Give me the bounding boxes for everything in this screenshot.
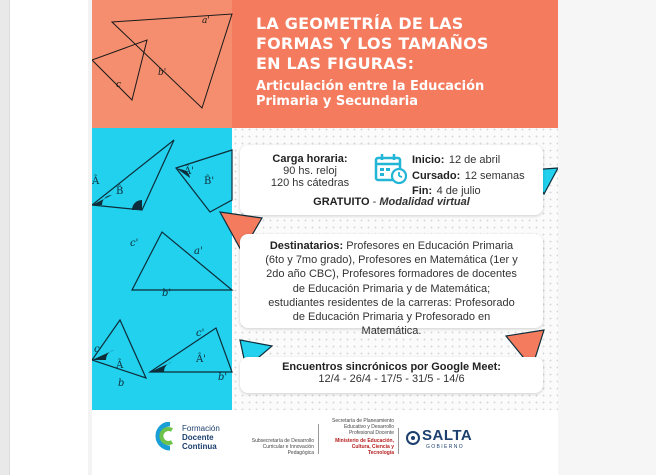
cursado-value: 12 semanas <box>464 169 525 182</box>
scroll-edge <box>0 0 10 475</box>
angle-mark-5 <box>150 362 172 372</box>
title-line-1: LA GEOMETRÍA DE LAS <box>256 14 464 33</box>
title-line-3: EN LAS FIGURAS: <box>256 54 415 73</box>
title-line-2: FORMAS Y LOS TAMAÑOS <box>256 34 489 53</box>
fdc-line-1: Formación <box>182 424 220 433</box>
label-A-hat: Â <box>92 176 100 187</box>
subtitle-line-1: Articulación entre la Educación <box>256 79 485 94</box>
footer-divider-2 <box>398 428 399 454</box>
cyan-triangle-3 <box>132 232 232 290</box>
modalidad-dash: - <box>369 196 380 208</box>
inicio-value: 12 de abril <box>448 154 501 166</box>
destinatarios-line-4: de Educación Primaria y de Matemática; <box>292 282 491 295</box>
label-B-hat: B̂ <box>116 186 124 197</box>
label-a-prime: a' <box>194 246 203 257</box>
encuentros-label: Encuentros sincrónicos por Google Meet: <box>282 361 501 373</box>
label-c-top: c <box>116 80 122 90</box>
label-A-hat-lower: Â <box>116 360 124 371</box>
right-margin <box>558 0 656 475</box>
cyan-triangle-1 <box>92 140 174 210</box>
ministerio-text: Ministerio de Educación, Cultura, Ciencia y Tecnología <box>335 438 394 456</box>
label-b-prime: b' <box>162 288 172 299</box>
fin-label: Fin: <box>412 185 433 197</box>
encuentros-card <box>240 357 543 393</box>
label-A-hat-prime-lower: Â' <box>196 354 206 365</box>
salta-wordmark: SALTA <box>422 427 473 444</box>
label-c-prime-lower: c' <box>196 328 205 339</box>
left-margin <box>0 0 88 475</box>
fdc-line-2: Docente <box>182 433 214 442</box>
secretaria-text: Secretaría de Planeamiento Educativo y Desarrollo Profesional Docente <box>332 418 394 436</box>
footer-divider-1 <box>318 424 319 454</box>
salta-shield-icon <box>406 430 420 446</box>
label-b-lower: b <box>118 378 125 389</box>
footer-logos <box>92 410 558 475</box>
destinatarios-line-7: Matemática. <box>361 325 422 338</box>
angle-mark-2 <box>132 200 142 210</box>
orange-triangle-large <box>112 14 232 108</box>
destinatarios-line-3: 2do año CBC), Profesores formadores de docentes <box>266 268 517 281</box>
label-a-prime-top: a' <box>202 16 210 26</box>
calendar-icon <box>374 153 408 185</box>
fdc-line-3: Continua <box>182 442 217 451</box>
label-c-lower: c <box>94 344 100 355</box>
inicio-label: Inicio: <box>412 154 445 166</box>
fdc-logo-icon <box>152 422 178 452</box>
destinatarios-label: Destinatarios: <box>269 240 344 252</box>
carga-catedras: 120 hs cátedras <box>270 177 350 189</box>
carga-horaria-label: Carga horaria: <box>272 153 348 165</box>
label-B-hat-prime: B̂' <box>204 176 215 187</box>
orange-triangle-small <box>92 40 147 100</box>
subtitle-line-2: Primaria y Secundaria <box>256 94 418 109</box>
gratuito-label: GRATUITO <box>313 196 370 208</box>
destinatarios-line-5: estudiantes residentes de la carreras: Profesorado <box>268 296 515 309</box>
cyan-triangle-5 <box>150 328 232 372</box>
label-b-prime-lower: b' <box>218 372 228 383</box>
label-c-prime: c' <box>130 238 139 249</box>
destinatarios-line-6: de Educación Primaria y Profesorado en <box>292 311 491 324</box>
destinatarios-card <box>240 234 543 338</box>
label-A-hat-prime: Â' <box>184 166 194 177</box>
encuentros-dates: 12/4 - 26/4 - 17/5 - 31/5 - 14/6 <box>318 373 465 385</box>
destinatarios-line-1: Profesores en Educación Primaria <box>346 240 514 252</box>
gobierno-text: G O B I E R N O <box>426 444 463 450</box>
label-b-prime-top: b' <box>158 68 167 78</box>
subsecretaria-text: Subsecretaría de Desarrollo Curricular e Innovación Pedagógica <box>251 438 314 456</box>
cursado-label: Cursado: <box>412 169 461 182</box>
destinatarios-line-2: (6to y 7mo grado), Profesores en Matemática (1er y <box>265 254 518 267</box>
course-info-card <box>240 145 543 215</box>
course-poster <box>92 0 558 410</box>
modalidad-virtual: Modalidad virtual <box>379 196 470 208</box>
fin-value: 4 de julio <box>436 185 481 197</box>
carga-reloj: 90 hs. reloj <box>283 165 337 177</box>
course-title <box>256 14 556 109</box>
